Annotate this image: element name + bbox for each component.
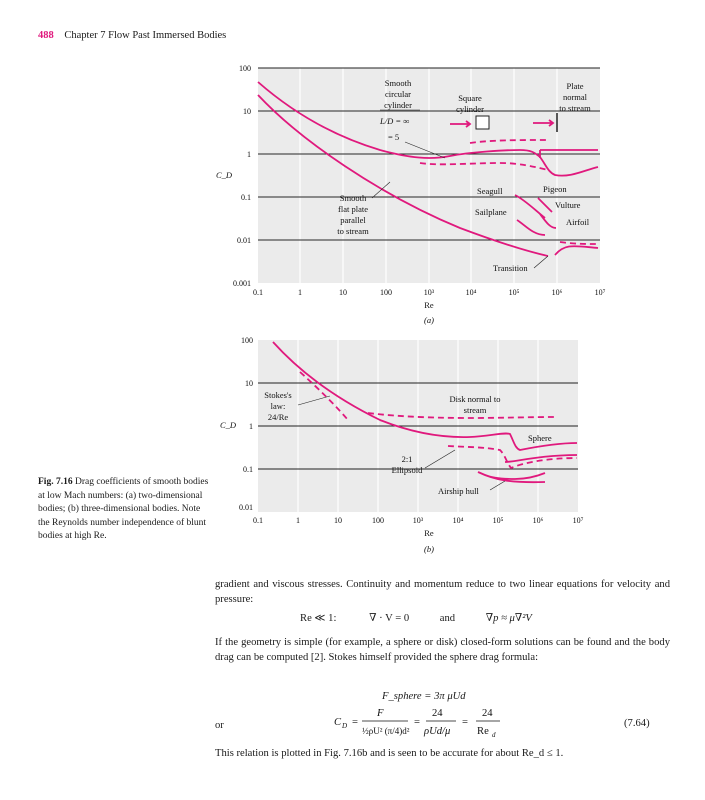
figure-a-ytick: 0.01 <box>237 236 251 245</box>
svg-text:=: = <box>414 717 420 728</box>
chapter-title: Chapter 7 Flow Past Immersed Bodies <box>64 30 227 41</box>
equation-stokes-force: F_sphere = 3π μUd <box>382 691 466 702</box>
svg-text:=: = <box>462 717 468 728</box>
figure-b-xtick: 100 <box>372 516 384 525</box>
figure-b-xtick: 10³ <box>412 516 424 525</box>
annotation-pigeon: Pigeon <box>543 184 567 194</box>
figure-a-ytick: 1 <box>247 150 251 159</box>
figure-a-ytick: 100 <box>239 64 251 73</box>
annotation-sphere: Sphere <box>528 433 552 443</box>
figure-b-ytick: 10 <box>245 379 253 388</box>
caption-label: Fig. 7.16 <box>38 477 73 487</box>
svg-text:½ρU² (π/4)d²: ½ρU² (π/4)d² <box>362 726 410 736</box>
svg-text:24: 24 <box>482 708 493 719</box>
figure-a-xtick: 10⁷ <box>594 288 606 297</box>
svg-text:stream: stream <box>463 405 487 415</box>
figure-a-ytick: 0.1 <box>241 193 251 202</box>
figure-a-ytick: 10 <box>243 107 251 116</box>
figure-a-ytick: 0.001 <box>233 279 251 288</box>
eq1-momentum: ∇p ≈ μ∇²V <box>485 613 532 624</box>
annotation-airship-hull: Airship hull <box>438 486 479 496</box>
or-label: or <box>215 720 224 731</box>
figure-b-xtick: 10 <box>334 516 342 525</box>
figure-b-xtick: 10⁴ <box>452 516 464 525</box>
svg-text:D: D <box>342 722 348 730</box>
figure-a-xtick: 0.1 <box>253 288 263 297</box>
figure-a-panel-label: (a) <box>424 315 434 325</box>
svg-text:Stokes's: Stokes's <box>264 390 292 400</box>
svg-text:= 5: = 5 <box>388 132 400 142</box>
svg-text:circular: circular <box>385 89 411 99</box>
annotation-airfoil: Airfoil <box>566 217 590 227</box>
figure-b-ytick: 100 <box>241 336 253 345</box>
figure-a-xtick: 10 <box>339 288 347 297</box>
svg-text:ρUd/μ: ρUd/μ <box>424 726 451 737</box>
figure-a-ylabel: C_D <box>216 170 233 180</box>
figure-a-xtick: 10³ <box>423 288 435 297</box>
paragraph-3: This relation is plotted in Fig. 7.16b and is seen to be accurate for about Re_d ≤ 1. <box>215 748 564 759</box>
figure-b-xtick: 10⁵ <box>492 516 504 525</box>
svg-text:Smooth: Smooth <box>384 78 412 88</box>
figure-b-xtick: 10⁶ <box>532 516 544 525</box>
svg-text:=: = <box>352 717 358 728</box>
paragraph-1: gradient and viscous stresses. Continuity and momentum reduce to two linear equations for velocity and pressure: <box>215 579 670 605</box>
svg-text:Square: Square <box>458 93 482 103</box>
svg-text:Disk normal to: Disk normal to <box>449 394 501 404</box>
svg-text:flat plate: flat plate <box>338 204 368 214</box>
svg-text:to stream: to stream <box>337 226 369 236</box>
annotation-seagull: Seagull <box>477 186 503 196</box>
figure-b-xlabel: Re <box>424 528 434 538</box>
figure-b-xtick: 1 <box>296 516 300 525</box>
annotation-sailplane: Sailplane <box>475 207 507 217</box>
annotation-vulture: Vulture <box>555 200 581 210</box>
svg-text:24: 24 <box>432 708 443 719</box>
equation-1 <box>300 612 532 624</box>
figure-b-xtick: 0.1 <box>253 516 263 525</box>
figure-b-xtick: 10⁷ <box>572 516 584 525</box>
svg-text:cylinder: cylinder <box>384 100 412 110</box>
figure-a-xtick: 100 <box>380 288 392 297</box>
figure-a-xtick: 10⁵ <box>508 288 520 297</box>
square-cylinder-icon <box>476 116 489 129</box>
figure-a-xtick: 10⁴ <box>465 288 477 297</box>
svg-text:24/Re: 24/Re <box>267 412 289 422</box>
paragraph-2: If the geometry is simple (for example, a sphere or disk) closed-form solutions can be found and the body drag can be computed [2]. Stokes himself provided the sphere drag formula: <box>215 637 670 663</box>
annotation-square-cylinder <box>456 93 484 114</box>
figure-b-ytick: 1 <box>249 422 253 431</box>
figure-a-xlabel: Re <box>424 300 434 310</box>
equation-number: (7.64) <box>624 718 650 729</box>
svg-text:normal: normal <box>562 92 588 102</box>
svg-text:Plate: Plate <box>566 81 584 91</box>
caption-text: Drag coefficients of smooth bodies at low Mach numbers: (a) two-dimensional bodies; (b) three-dimensional bodies. Note the Reynolds number independence of blunt bodies at high Re. <box>38 477 209 541</box>
annotation-transition: Transition <box>493 263 528 273</box>
svg-text:2:1: 2:1 <box>401 454 413 464</box>
page-number: 488 <box>38 30 54 41</box>
svg-text:Ellipsoid: Ellipsoid <box>391 465 423 475</box>
eq1-continuity: ∇ · V = 0 <box>369 613 410 624</box>
eq1-condition: Re ≪ 1: <box>300 613 337 624</box>
svg-text:Smooth: Smooth <box>339 193 367 203</box>
svg-text:cylinder: cylinder <box>456 104 484 114</box>
svg-text:Re: Re <box>477 726 489 737</box>
figure-b-panel-label: (b) <box>424 544 434 554</box>
figure-b-ylabel: C_D <box>220 420 237 430</box>
svg-text:parallel: parallel <box>340 215 366 225</box>
eq1-and: and <box>439 613 456 624</box>
figure-a-xtick: 1 <box>298 288 302 297</box>
svg-text:L/D = ∞: L/D = ∞ <box>380 116 410 126</box>
svg-text:F: F <box>377 708 384 719</box>
figure-b-ytick: 0.01 <box>239 503 253 512</box>
figure-b-ytick: 0.1 <box>243 465 253 474</box>
figure-a-xtick: 10⁶ <box>551 288 563 297</box>
svg-text:law:: law: <box>270 401 286 411</box>
svg-text:d: d <box>492 731 496 739</box>
svg-text:C: C <box>334 717 342 728</box>
figure-caption <box>38 476 213 544</box>
svg-text:to stream: to stream <box>559 103 591 113</box>
